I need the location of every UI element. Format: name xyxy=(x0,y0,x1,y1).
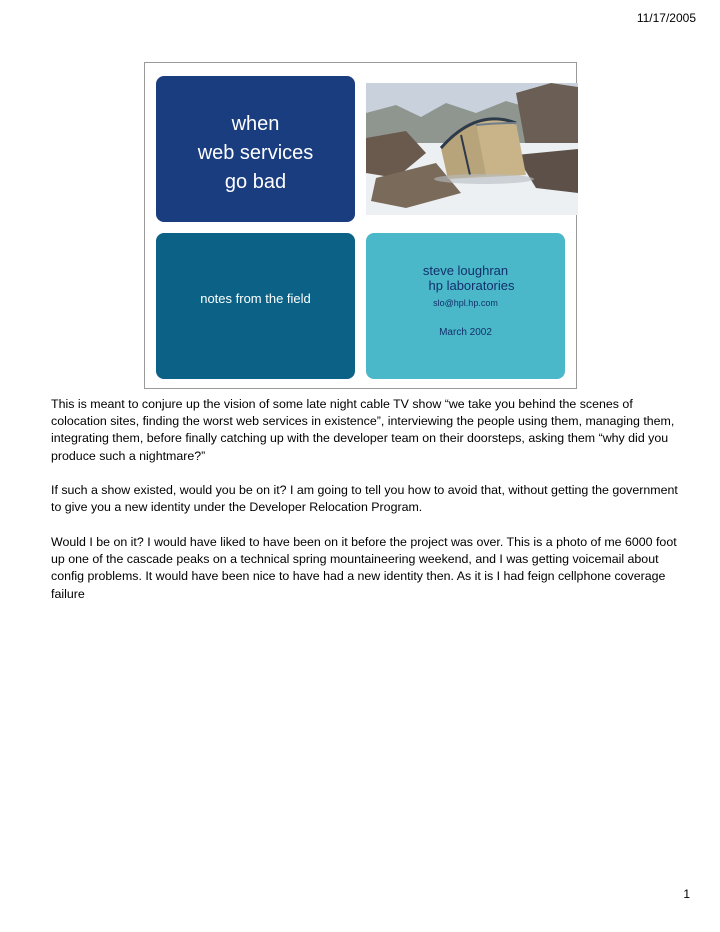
slide-subtitle-tile xyxy=(156,233,355,379)
slide-title-tile xyxy=(156,76,355,222)
slide-title-line-2: web services xyxy=(197,142,314,164)
tent-photo-graphic xyxy=(366,83,578,215)
page-number: 1 xyxy=(683,887,690,901)
slide-title-line-1: when xyxy=(231,113,280,135)
author-email: slo@hpl.hp.com xyxy=(433,298,498,308)
slide-thumbnail xyxy=(144,62,577,389)
slide-author-tile xyxy=(366,233,565,379)
notes-paragraph: If such a show existed, would you be on it? I am going to tell you how to avoid that, without getting the government to give you a new identity under the Developer Relocation Program. xyxy=(51,483,678,515)
notes-paragraph: This is meant to conjure up the vision of some late night cable TV show “we take you behind the scenes of colocation sites, finding the worst web services in existence”, interviewing the people using them, managing them, integrating them, before finally catching up with the developer team on their doorsteps, asking them “why did you produce such a nightmare?” xyxy=(51,397,675,463)
tent-on-snow-photo xyxy=(366,83,578,215)
slide-subtitle: notes from the field xyxy=(200,291,311,306)
print-date: 11/17/2005 xyxy=(636,11,696,25)
speaker-notes xyxy=(51,396,691,620)
author-name: steve loughran xyxy=(422,263,509,278)
author-organization: hp laboratories xyxy=(428,278,515,293)
slide-title-line-3: go bad xyxy=(224,171,287,193)
notes-paragraph: Would I be on it? I would have liked to have been on it before the project was over. This is a photo of me 6000 foot up one of the cascade peaks on a technical spring mountaineering weekend, and I was getting voicemail about config problems. It would have been nice to have had a new identity then. As it is I had feign cellphone coverage failure xyxy=(51,535,677,601)
presentation-date: March 2002 xyxy=(439,327,492,338)
